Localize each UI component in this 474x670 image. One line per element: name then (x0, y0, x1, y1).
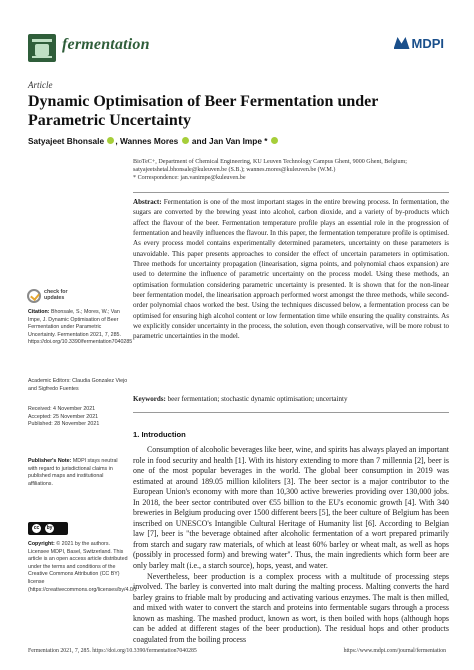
footer-citation[interactable]: Fermentation 2021, 7, 285. https://doi.org/10.3390/fermentation7040285 (28, 648, 197, 654)
paragraph: Consumption of alcoholic beverages like beer, wine, and spirits has always played an important role in food security and health [1]. With its history extending to more than 7 millennia [2], beer is one of the most popular beverages in the world. The global beer consumption in 2019 was estimated at around 189.05 million kiloliters [3]. The beer sector is a major contributor to the European Union's economy with more than 10,300 active breweries providing over 130,000 jobs. In 2018, the beer sector contributed over €55 billion to the EU's economic growth [4]. With 340 breweries in Belgium producing over 1500 different beers [5], the beer culture of Belgium has been inscribed on UNESCO's Intangible Cultural Heritage of Humanity list [6]. According to Belgian law [7], beer is "the beverage obtained after alcoholic fermentation of a wort prepared primarily from starch and sugary raw materials, of which at least 60% barley or wheat malt, as well as hops (possibly in processed form) and brewing water". Thus, the main ingredients which form beer are only barley malt (i.e., a starch source), hops, yeast, and water. (133, 445, 449, 571)
affiliations (133, 158, 453, 183)
citation-text[interactable]: Bhonsale, S.; Mores, W.; Van Impe, J. Dynamic Optimisation of Beer Fermentation under Parametric Uncertainty. Fermentation 2021, 7, 285. https://doi.org/10.3390/fermentation7040285 (28, 309, 133, 346)
abstract-text: Fermentation is one of the most important stages in the entire brewing process. In fermentation, the sugars are converted by the brewing yeast into alcohol, carbon dioxide, and a variety of by-products which affect the flavour of the beer. Fermentation temperature profile plays an essential role in the progression of fermentation and heavily influences the flavour. In this paper, the fermentation temperature profile is optimised. As every process model contains experimentally determined parameters, uncertainty on these parameters is unavoidable. This paper presents approaches to consider the effect of uncertain parameters in optimisation. Three methods for uncertainty propagation (linearisation, sigma points, and polynomial chaos expansion) are used to determine the influence of parametric uncertainty on the process model. Using these methods, an optimisation formulation considering parametric uncertainty is presented. It is shown that for the non-linear beer fermentation model, the linearisation approach performed worst amongst the three methods, while second-order polynomial chaos worked the best. Using the techniques discussed below, a fermentation process can be optimised for ensuring high alcohol content or low fermentation time while ensuring the quality constraints. As we explicitly consider uncertainty in the process, the solution, even though conservative, will be more robust to parametric uncertainties in the model. (133, 198, 450, 341)
cc-by-license-icon[interactable] (28, 522, 68, 535)
abstract-label: Abstract: (133, 198, 162, 206)
publishers-note (28, 458, 128, 488)
keywords-text: beer fermentation; stochastic dynamic optimisation; uncertainty (167, 395, 348, 403)
author-list: Satyajeet Bhonsale , Wannes Mores and Jan Van Impe * (28, 136, 279, 146)
paragraph: Nevertheless, beer production is a complex process with a multitude of processing steps involved. The barley is converted into malt during the malting process. Malting converts the hard barley grains to friable malt by producing and activating various enzymes. The malt is then milled, and mixed with water to convert the starch and proteins into fermentable sugars through a process known as mashing. The mashed product, known as wort, is then boiled with hops (although hops can be added at different stages of the beer production). The residual hops and other products coagulated from the boiling process (133, 571, 449, 644)
keywords-label: Keywords: (133, 395, 166, 403)
keywords (133, 394, 449, 404)
accepted-date: Accepted: 25 November 2021 (28, 413, 99, 420)
affiliation-emails[interactable]: satyajeetshetal.bhonsale@kuleuven.be (S.B.); wannes.mores@kuleuven.be (W.M.) (133, 167, 336, 174)
check-updates-label: check for updates (44, 289, 68, 301)
academic-editors (28, 378, 128, 393)
article-type: Article (28, 80, 53, 90)
editors-names: Claudia Gonzalez Viejo and Sigfredo Fuentes (28, 378, 128, 392)
publisher-logo[interactable] (394, 36, 445, 51)
orcid-icon[interactable] (182, 137, 189, 144)
divider (133, 412, 449, 413)
editors-label: Academic Editors: (28, 378, 71, 384)
author-name[interactable]: Satyajeet Bhonsale (28, 136, 105, 146)
published-date: Published: 28 November 2021 (28, 421, 100, 428)
mdpi-logo-icon (394, 37, 410, 49)
copyright-text[interactable]: © 2021 by the authors. Licensee MDPI, Basel, Switzerland. This article is an open access article distributed under the terms and conditions of the Creative Commons Attribution (CC BY) license (https://creativecommons.org/licenses/by/4.0/). (28, 541, 138, 593)
copyright (28, 541, 138, 594)
publication-dates (28, 406, 128, 429)
publisher-name: MDPI (411, 36, 444, 51)
journal-name[interactable]: fermentation (62, 36, 150, 53)
cc-icon: cc (33, 525, 40, 531)
received-date: Received: 4 November 2021 (28, 406, 96, 412)
author-name[interactable]: Wannes Mores (120, 136, 179, 146)
footer-journal-url[interactable]: https://www.mdpi.com/journal/fermentation (343, 648, 446, 654)
author-name[interactable]: and Jan Van Impe * (191, 136, 268, 146)
publishers-note-label: Publisher's Note: (28, 458, 72, 464)
introduction-body (133, 445, 449, 645)
publishers-note-text: MDPI stays neutral with regard to jurisdictional claims in published maps and institutional affiliations. (28, 458, 118, 487)
journal-logo-icon (28, 34, 56, 62)
by-icon: by (46, 525, 53, 531)
citation (28, 309, 133, 347)
citation-label: Citation: (28, 309, 50, 315)
section-heading: 1. Introduction (133, 430, 186, 439)
check-updates-icon (27, 289, 41, 303)
affiliation-line: BioTeC+, Department of Chemical Engineering, KU Leuven Technology Campus Ghent, 9000 Ghent, Belgium; (133, 159, 407, 165)
abstract (133, 197, 449, 342)
orcid-icon[interactable] (107, 137, 114, 144)
copyright-label: Copyright: (28, 541, 55, 547)
divider (133, 192, 449, 193)
article-title: Dynamic Optimisation of Beer Fermentation under Parametric Uncertainty (28, 93, 379, 129)
correspondence[interactable]: * Correspondence: jan.vanimpe@kuleuven.be (133, 175, 246, 182)
orcid-icon[interactable] (271, 137, 278, 144)
